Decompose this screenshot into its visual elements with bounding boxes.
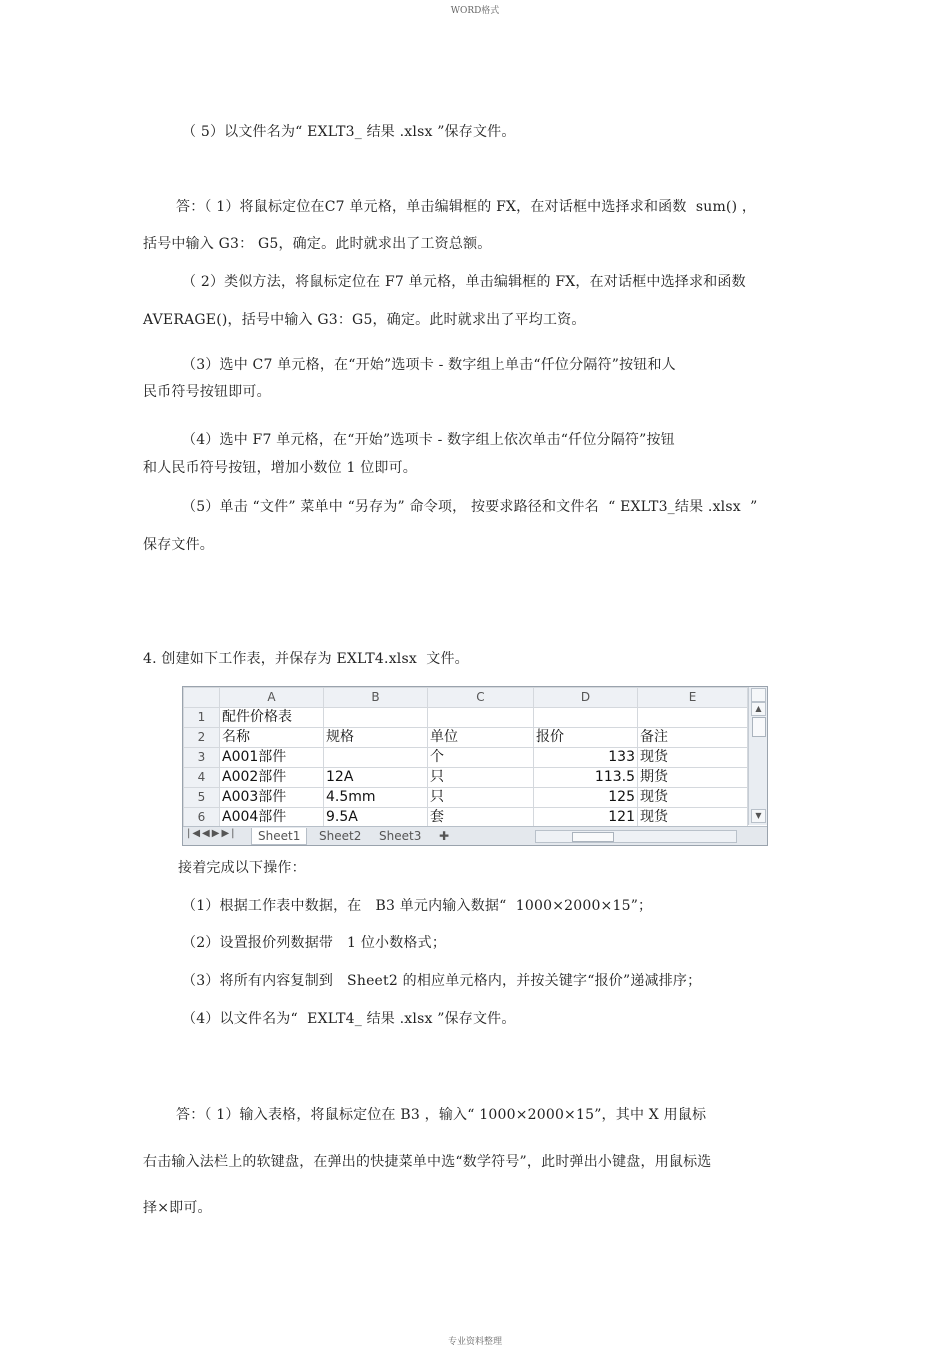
table-row <box>184 788 748 808</box>
text-line: 括号中输入 G3： G5，确定。此时就求出了工资总额。 <box>143 236 492 252</box>
cell[interactable]: A001部件 <box>220 748 324 768</box>
row-header[interactable]: 6 <box>184 808 220 828</box>
scroll-thumb[interactable] <box>752 717 766 737</box>
text-line: （4）选中 F7 单元格，在“开始”选项卡 - 数字组上依次单击“仟位分隔符”按钮 <box>182 432 675 448</box>
cell[interactable]: 现货 <box>638 808 748 828</box>
cell[interactable]: 4.5mm <box>324 788 428 808</box>
cell[interactable]: 名称 <box>220 728 324 748</box>
page-header: WORD格式 <box>450 6 500 16</box>
text-line: （4）以文件名为“ EXLT4_ 结果 .xlsx ”保存文件。 <box>182 1011 516 1027</box>
cell[interactable]: 期货 <box>638 768 748 788</box>
cell[interactable]: 12A <box>324 768 428 788</box>
cell[interactable]: 现货 <box>638 748 748 768</box>
text-line: 保存文件。 <box>143 537 214 553</box>
text-line: （3）将所有内容复制到 Sheet2 的相应单元格内，并按关键字“报价”递减排序； <box>182 973 702 989</box>
scroll-down-icon[interactable]: ▼ <box>751 809 766 823</box>
column-header[interactable]: E <box>638 688 748 708</box>
column-header-row <box>184 688 748 708</box>
cell[interactable]: 套 <box>428 808 534 828</box>
table-row <box>184 748 748 768</box>
cell[interactable]: 报价 <box>534 728 638 748</box>
column-header[interactable]: B <box>324 688 428 708</box>
cell[interactable]: 现货 <box>638 788 748 808</box>
cell[interactable] <box>324 748 428 768</box>
text-line: （5）单击 “文件” 菜单中 “另存为” 命令项， 按要求路径和文件名 “ EXLT3_结果 .xlsx ” <box>182 499 758 515</box>
cell[interactable]: A003部件 <box>220 788 324 808</box>
cell[interactable] <box>534 708 638 728</box>
cell[interactable]: 121 <box>534 808 638 828</box>
scroll-up-icon[interactable]: ▲ <box>751 702 766 716</box>
table-row <box>184 708 748 728</box>
text-line: （2）设置报价列数据带 1 位小数格式； <box>182 935 447 951</box>
text-line: 答：（ 1）输入表格，将鼠标定位在 B3 ，输入“ 1000×2000×15”，其中 X 用鼠标 <box>176 1107 707 1123</box>
spreadsheet-grid <box>183 687 748 828</box>
cell[interactable] <box>428 708 534 728</box>
text-line: 和人民币符号按钮，增加小数位 1 位即可。 <box>143 460 418 476</box>
select-all-corner[interactable] <box>184 688 220 708</box>
text-line: （3）选中 C7 单元格，在“开始”选项卡 - 数字组上单击“仟位分隔符”按钮和人 <box>182 357 676 373</box>
cell[interactable]: 规格 <box>324 728 428 748</box>
cell[interactable]: 9.5A <box>324 808 428 828</box>
table-row <box>184 728 748 748</box>
row-header[interactable]: 1 <box>184 708 220 728</box>
text-line: （1）根据工作表中数据，在 B3 单元内输入数据“ 1000×2000×15”； <box>182 898 653 914</box>
column-header[interactable]: A <box>220 688 324 708</box>
split-handle[interactable] <box>751 688 766 702</box>
cell[interactable] <box>324 708 428 728</box>
column-header[interactable]: D <box>534 688 638 708</box>
cell[interactable]: 只 <box>428 788 534 808</box>
row-header[interactable]: 2 <box>184 728 220 748</box>
vertical-scrollbar[interactable] <box>748 687 767 825</box>
cell[interactable]: 只 <box>428 768 534 788</box>
tab-sheet3[interactable]: Sheet3 <box>379 829 422 843</box>
text-line: （ 2）类似方法，将鼠标定位在 F7 单元格，单击编辑框的 FX，在对话框中选择求和函数 <box>182 274 746 290</box>
cell[interactable] <box>638 708 748 728</box>
cell[interactable]: 单位 <box>428 728 534 748</box>
cell[interactable]: 备注 <box>638 728 748 748</box>
column-header[interactable]: C <box>428 688 534 708</box>
cell[interactable]: A002部件 <box>220 768 324 788</box>
text-line: 接着完成以下操作： <box>178 860 306 876</box>
text-line: 答：（ 1）将鼠标定位在C7 单元格，单击编辑框的 FX，在对话框中选择求和函数 sum() ， <box>176 199 757 215</box>
text-line: 右击输入法栏上的软键盘，在弹出的快捷菜单中选“数学符号”，此时弹出小键盘，用鼠标选 <box>143 1154 712 1170</box>
cell[interactable]: 配件价格表 <box>220 708 324 728</box>
cell[interactable]: 133 <box>534 748 638 768</box>
text-line: 民币符号按钮即可。 <box>143 384 271 400</box>
horizontal-scrollbar[interactable] <box>535 830 737 843</box>
cell[interactable]: 113.5 <box>534 768 638 788</box>
row-header[interactable]: 3 <box>184 748 220 768</box>
insert-sheet-icon[interactable]: ✚ <box>439 829 450 843</box>
tab-sheet2[interactable]: Sheet2 <box>319 829 362 843</box>
cell[interactable]: 125 <box>534 788 638 808</box>
sheet-tab-bar <box>183 826 767 845</box>
tab-sheet1[interactable]: Sheet1 <box>251 828 307 845</box>
page-footer: 专业资料整理 <box>447 1337 502 1347</box>
spreadsheet-screenshot <box>182 686 768 846</box>
cell[interactable]: 个 <box>428 748 534 768</box>
sheet-nav-arrows-icon[interactable]: |◀◀▶▶| <box>187 828 237 839</box>
row-header[interactable]: 4 <box>184 768 220 788</box>
text-line: 择×即可。 <box>143 1200 212 1216</box>
table-row <box>184 808 748 828</box>
text-line: AVERAGE()，括号中输入 G3：G5，确定。此时就求出了平均工资。 <box>143 312 586 328</box>
text-line: （ 5）以文件名为“ EXLT3_ 结果 .xlsx ”保存文件。 <box>182 124 516 140</box>
text-line: 4. 创建如下工作表，并保存为 EXLT4.xlsx 文件。 <box>143 651 469 667</box>
row-header[interactable]: 5 <box>184 788 220 808</box>
cell[interactable]: A004部件 <box>220 808 324 828</box>
scroll-thumb[interactable] <box>572 832 614 842</box>
table-row <box>184 768 748 788</box>
